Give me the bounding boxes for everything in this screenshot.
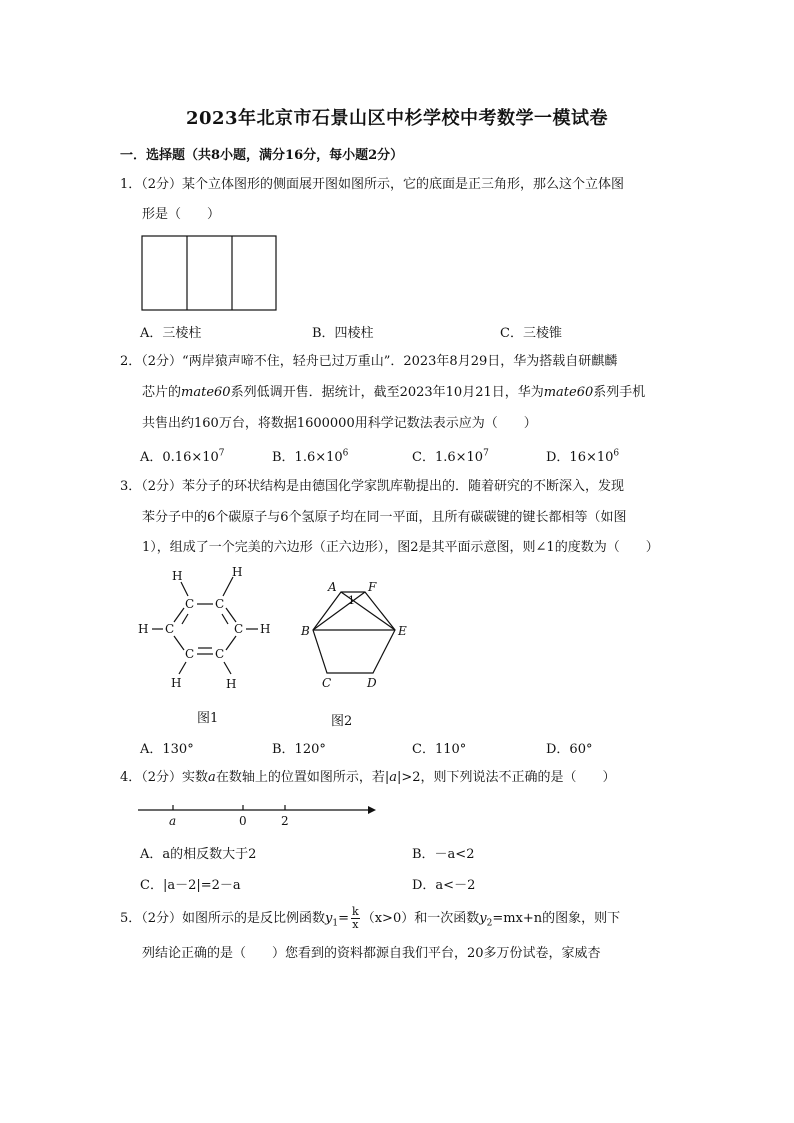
figure-1-caption: 图1 <box>197 711 219 726</box>
q3-option-d[interactable]: D．60° <box>546 742 593 757</box>
q2-option-d[interactable]: D．$16\times 10^6$ <box>546 448 620 465</box>
tick-label-2: 2 <box>281 814 289 828</box>
q4-option-c[interactable]: C．|a－2|=2－a <box>140 878 241 893</box>
q1-option-c[interactable]: C．三棱锥 <box>500 326 562 341</box>
hexagon-figure <box>295 575 415 735</box>
vertex-b-label: B <box>301 624 310 638</box>
q3-line1: 3．（2分）苯分子的环状结构是由德国化学家凯库勒提出的．随着研究的不断深入，发现 <box>120 479 625 494</box>
atom-c: C <box>185 597 195 611</box>
tick-label-0: 0 <box>239 814 247 828</box>
q2-line1: 2．（2分）“两岸猿声啼不住，轻舟已过万重山”．2023年8月29日，华为搭载自研麒麟 <box>120 354 618 369</box>
q2-text: 系列手机 <box>593 385 646 400</box>
axis-arrow <box>368 806 376 814</box>
q2-product: mate60 <box>181 385 231 400</box>
atom-h: H <box>138 622 149 636</box>
figure-2-caption: 图2 <box>331 714 353 729</box>
q3-option-a[interactable]: A．130° <box>140 742 194 757</box>
q2-line3: 共售出约160万台，将数据1600000用科学记数法表示应为（ ） <box>142 416 537 431</box>
q1-line2: 形是（ ） <box>142 207 221 222</box>
q2-text: 系列低调开售．据统计，截至2023年10月21日，华为 <box>230 385 544 400</box>
number-line <box>136 800 381 830</box>
atom-h: H <box>226 677 237 691</box>
atom-c: C <box>215 647 225 661</box>
atom-c: C <box>234 622 244 636</box>
angle-1-label: 1 <box>348 594 355 607</box>
vertex-e-label: E <box>398 624 407 638</box>
vertex-f-label: F <box>368 580 377 594</box>
section-heading: 一．选择题（共8小题，满分16分，每小题2分） <box>120 148 404 163</box>
page-title: 2023年北京市石景山区中杉学校中考数学一模试卷 <box>185 108 609 129</box>
q2-product: mate60 <box>543 385 594 400</box>
q1-option-a[interactable]: A．三棱柱 <box>140 326 202 341</box>
q2-option-b[interactable]: B．$1.6\times 10^6$ <box>272 448 349 465</box>
atom-h: H <box>260 622 271 636</box>
segment-bf <box>313 592 365 630</box>
vertex-a-label: A <box>328 580 337 594</box>
q3-line3: 1），组成了一个完美的六边形（正六边形），图2是其平面示意图，则∠1的度数为（ ） <box>142 540 659 555</box>
atom-h: H <box>232 565 243 579</box>
q3-option-c[interactable]: C．110° <box>412 742 467 757</box>
atom-c: C <box>185 647 195 661</box>
q4-option-d[interactable]: D．a<－2 <box>412 878 476 893</box>
vertex-c-label: C <box>322 676 332 690</box>
q5-line1: 5．（2分）如图所示的是反比例函数$y_1=$ $\frac{k}{x}$ （x>0）和一次函数$y_2=mx+n$的图象，则下 <box>120 905 621 931</box>
q2-option-a[interactable]: A．$0.16\times 10^7$ <box>140 448 225 465</box>
fraction-k-over-x: $\frac{k}{x}$ <box>352 905 359 931</box>
q3-line2: 苯分子中的6个碳原子与6个氢原子均在同一平面，且所有碳碳键的键长都相等（如图 <box>142 510 627 525</box>
q4-line1: 4．（2分）实数a在数轴上的位置如图所示，若|a|>2，则下列说法不正确的是（ ） <box>120 770 616 785</box>
tick-label-a: a <box>169 814 177 828</box>
q2-option-c[interactable]: C．$1.6\times 10^7$ <box>412 448 489 465</box>
q4-option-b[interactable]: B．－a<2 <box>412 847 475 862</box>
net-outline <box>142 236 276 310</box>
q2-line2 <box>142 383 645 403</box>
q1-line1: 1．（2分）某个立体图形的侧面展开图如图所示，它的底面是正三角形，那么这个立体图 <box>120 177 625 192</box>
q1-net-figure <box>140 234 280 314</box>
q1-option-b[interactable]: B．四棱柱 <box>312 326 374 341</box>
atom-h: H <box>172 569 183 583</box>
q3-option-b[interactable]: B．120° <box>272 742 326 757</box>
benzene-figure <box>130 560 290 735</box>
q2-text: 芯片的 <box>142 385 182 400</box>
vertex-d-label: D <box>367 676 377 690</box>
atom-h: H <box>171 676 182 690</box>
q5-line2: 列结论正确的是（ ）您看到的资料都源自我们平台，20多万份试卷，家威杏 <box>142 946 601 961</box>
atom-c: C <box>215 597 225 611</box>
q4-option-a[interactable]: A．a的相反数大于2 <box>140 847 257 862</box>
atom-c: C <box>165 622 175 636</box>
